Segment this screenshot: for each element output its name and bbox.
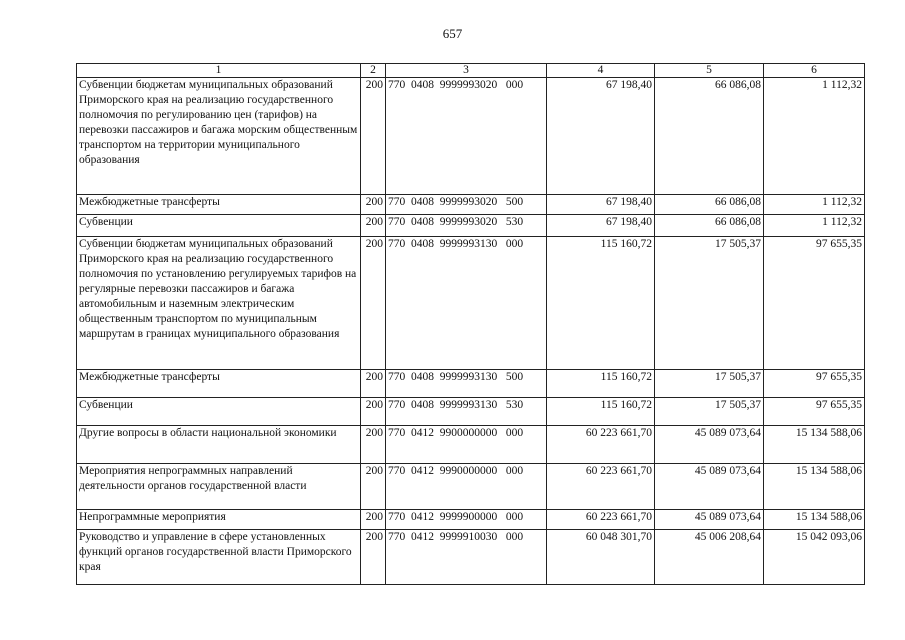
row-value-6: 15 134 588,06	[764, 510, 865, 530]
row-name: Субвенции бюджетам муниципальных образований Приморского края на реализацию государственного полномочия по установлению регулируемых тарифов на регулярные перевозки пассажиров и багажа автомобильным и наземным электрическим общественным транспортом по муниципальным маршрутам в границах муниципального образования	[77, 237, 361, 370]
row-code: 770 0408 9999993130 500	[386, 370, 547, 398]
row-value-4: 115 160,72	[547, 398, 655, 426]
row-name: Субвенции бюджетам муниципальных образований Приморского края на реализацию государственного полномочия по регулированию цен (тарифов) на перевозки пассажиров и багажа морским общественным транспортом на территории муниципального образования	[77, 78, 361, 195]
row-name: Субвенции	[77, 398, 361, 426]
row-code: 770 0408 9999993130 000	[386, 237, 547, 370]
row-value-5: 17 505,37	[655, 398, 764, 426]
row-value-5: 45 089 073,64	[655, 426, 764, 464]
row-value-6: 97 655,35	[764, 237, 865, 370]
table-row	[77, 237, 865, 370]
row-code: 770 0412 9900000000 000	[386, 426, 547, 464]
table-row	[77, 370, 865, 398]
header-row	[77, 64, 865, 78]
row-grbs: 200	[361, 464, 386, 510]
row-name: Другие вопросы в области национальной экономики	[77, 426, 361, 464]
row-value-6: 1 112,32	[764, 215, 865, 237]
row-value-5: 17 505,37	[655, 370, 764, 398]
row-value-6: 97 655,35	[764, 398, 865, 426]
row-value-4: 67 198,40	[547, 78, 655, 195]
column-header: 4	[547, 64, 655, 78]
row-value-5: 17 505,37	[655, 237, 764, 370]
row-code: 770 0408 9999993020 000	[386, 78, 547, 195]
row-name: Субвенции	[77, 215, 361, 237]
table-row	[77, 195, 865, 215]
row-value-4: 60 223 661,70	[547, 464, 655, 510]
row-grbs: 200	[361, 215, 386, 237]
row-value-4: 60 223 661,70	[547, 510, 655, 530]
row-name: Непрограммные мероприятия	[77, 510, 361, 530]
row-value-6: 97 655,35	[764, 370, 865, 398]
row-code: 770 0412 9990000000 000	[386, 464, 547, 510]
row-code: 770 0408 9999993130 530	[386, 398, 547, 426]
row-code: 770 0408 9999993020 500	[386, 195, 547, 215]
row-value-4: 115 160,72	[547, 370, 655, 398]
row-name: Межбюджетные трансферты	[77, 370, 361, 398]
row-value-5: 66 086,08	[655, 78, 764, 195]
row-grbs: 200	[361, 195, 386, 215]
row-code: 770 0412 9999900000 000	[386, 510, 547, 530]
row-grbs: 200	[361, 370, 386, 398]
table-row	[77, 510, 865, 530]
table-row	[77, 78, 865, 195]
table-row	[77, 530, 865, 585]
row-name: Мероприятия непрограммных направлений деятельности органов государственной власти	[77, 464, 361, 510]
column-header: 3	[386, 64, 547, 78]
row-value-4: 67 198,40	[547, 195, 655, 215]
row-value-5: 45 089 073,64	[655, 510, 764, 530]
row-grbs: 200	[361, 510, 386, 530]
row-code: 770 0408 9999993020 530	[386, 215, 547, 237]
row-value-4: 60 048 301,70	[547, 530, 655, 585]
table-row	[77, 426, 865, 464]
row-value-5: 45 006 208,64	[655, 530, 764, 585]
row-grbs: 200	[361, 237, 386, 370]
row-value-5: 66 086,08	[655, 195, 764, 215]
row-value-5: 45 089 073,64	[655, 464, 764, 510]
row-value-6: 1 112,32	[764, 78, 865, 195]
row-value-4: 115 160,72	[547, 237, 655, 370]
column-header: 1	[77, 64, 361, 78]
row-code: 770 0412 9999910030 000	[386, 530, 547, 585]
row-grbs: 200	[361, 398, 386, 426]
row-value-6: 15 042 093,06	[764, 530, 865, 585]
table-row	[77, 464, 865, 510]
row-value-6: 15 134 588,06	[764, 464, 865, 510]
row-grbs: 200	[361, 530, 386, 585]
budget-table	[76, 63, 865, 585]
row-value-6: 15 134 588,06	[764, 426, 865, 464]
row-grbs: 200	[361, 78, 386, 195]
row-value-6: 1 112,32	[764, 195, 865, 215]
column-header: 5	[655, 64, 764, 78]
row-grbs: 200	[361, 426, 386, 464]
column-header: 2	[361, 64, 386, 78]
row-name: Межбюджетные трансферты	[77, 195, 361, 215]
table-row	[77, 215, 865, 237]
row-value-4: 67 198,40	[547, 215, 655, 237]
row-value-5: 66 086,08	[655, 215, 764, 237]
page-number: 657	[442, 26, 463, 41]
row-value-4: 60 223 661,70	[547, 426, 655, 464]
row-name: Руководство и управление в сфере установленных функций органов государственной власти Приморского края	[77, 530, 361, 585]
table-row	[77, 398, 865, 426]
column-header: 6	[764, 64, 865, 78]
